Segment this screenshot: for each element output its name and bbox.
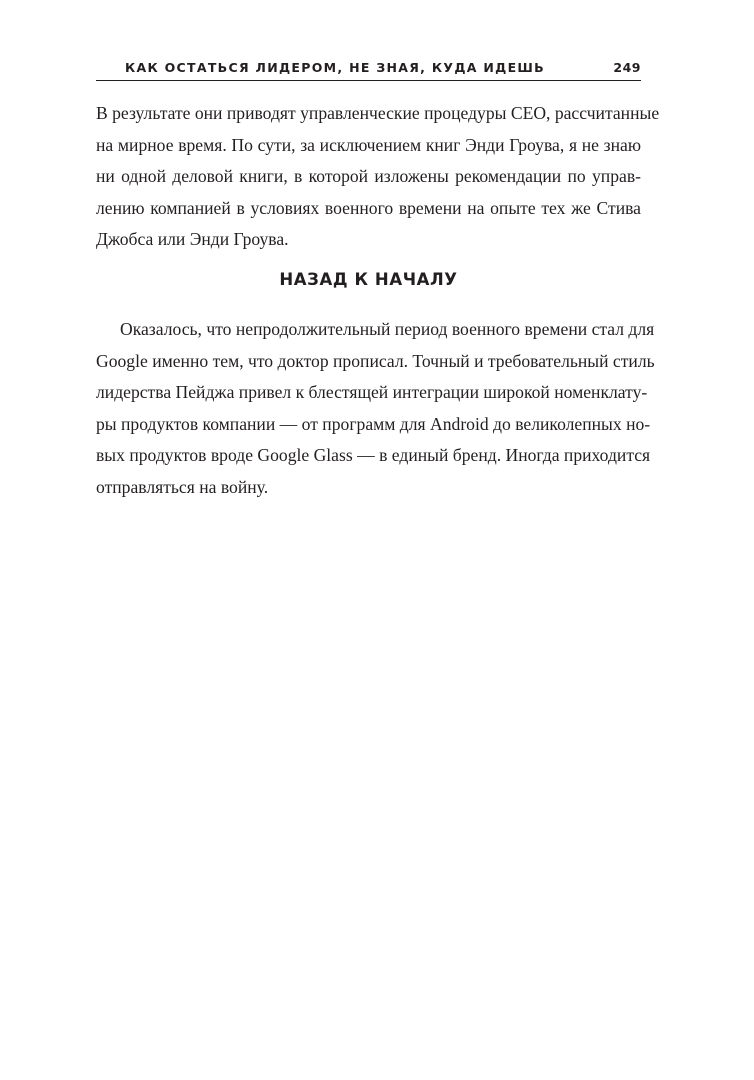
running-title: КАК ОСТАТЬСЯ ЛИДЕРОМ, НЕ ЗНАЯ, КУДА ИДЕШЬ <box>124 60 545 75</box>
paragraph-continuation <box>96 98 660 256</box>
running-header <box>96 60 641 81</box>
text-line: на мирное время. По сути, за исключением книг Энди Гроува, я не знаю <box>96 134 641 155</box>
paragraph-section-body <box>96 314 655 503</box>
page-number: 249 <box>613 60 641 75</box>
text-line: отправляться на войну. <box>96 476 269 497</box>
text-line: вых продуктов вроде Google Glass — в единый бренд. Иногда приходится <box>96 445 651 465</box>
text-line: ни одной деловой книги, в которой изложены рекомендации по управ- <box>96 166 641 186</box>
text-line: ры продуктов компании — от программ для Android до великолепных но- <box>96 413 651 434</box>
text-line: Оказалось, что непродолжительный период военного времени стал для <box>120 319 655 339</box>
text-line: лидерства Пейджа привел к блестящей интеграции широкой номенклату- <box>96 382 648 402</box>
text-line: лению компанией в условиях военного времени на опыте тех же Стива <box>96 197 641 218</box>
text-line: Джобса или Энди Гроува. <box>96 229 289 249</box>
text-line: Google именно тем, что доктор прописал. Точный и требовательный стиль <box>96 350 655 371</box>
text-line: В результате они приводят управленческие процедуры CEO, рассчитанные <box>96 103 660 123</box>
section-heading: НАЗАД К НАЧАЛУ <box>279 270 458 289</box>
